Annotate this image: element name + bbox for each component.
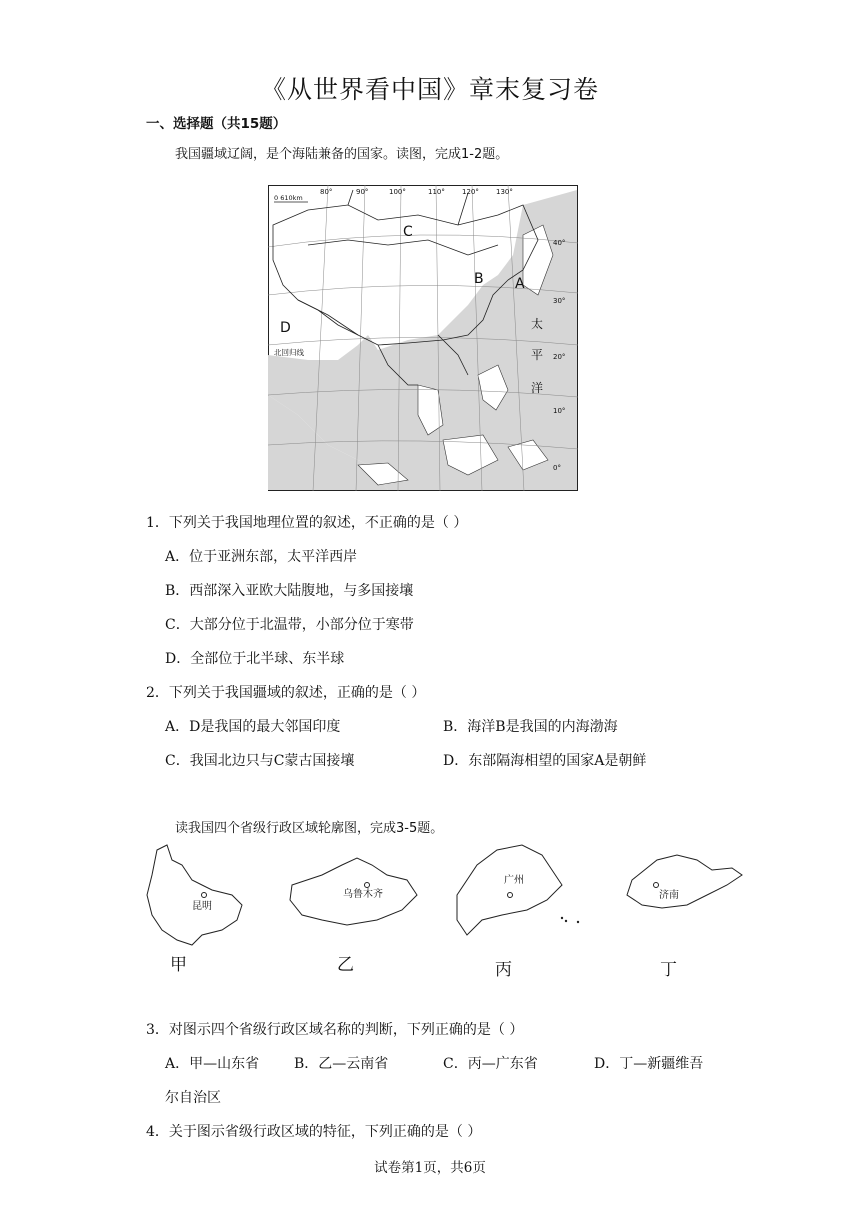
question-4-stem: 4．关于图示省级行政区域的特征，下列正确的是（ ） [146, 1124, 482, 1140]
map-label-a: A [515, 276, 525, 292]
map-label-b: B [474, 271, 484, 287]
outline-bing [457, 845, 562, 935]
lon-label-90: 90° [356, 188, 369, 196]
question-1-stem: 1．下列关于我国地理位置的叙述，不正确的是（ ） [146, 515, 468, 531]
city-label-jinan: 济南 [659, 890, 679, 901]
question-2-option-a[interactable]: A．D是我国的最大邻国印度 [165, 719, 341, 735]
lon-label-100: 100° [389, 188, 406, 196]
tropic-of-cancer-label: 北回归线 [274, 348, 304, 357]
city-label-kunming: 昆明 [192, 901, 212, 912]
lat-label-20: 20° [553, 353, 566, 361]
question-2-option-d[interactable]: D．东部隔海相望的国家A是朝鲜 [443, 753, 647, 769]
city-label-urumqi: 乌鲁木齐 [343, 889, 383, 900]
lon-label-80: 80° [320, 188, 333, 196]
lon-label-130: 130° [496, 188, 513, 196]
province-label-yi: 乙 [337, 955, 354, 975]
ocean-char-2: 平 [531, 348, 544, 362]
question-1-option-b[interactable]: B．西部深入亚欧大陆腹地，与多国接壤 [165, 583, 414, 599]
province-label-jia: 甲 [170, 955, 187, 975]
question-1-option-d[interactable]: D．全部位于北半球、东半球 [165, 651, 345, 667]
page-title: 《从世界看中国》章末复习卷 [260, 75, 599, 104]
question-1-option-c[interactable]: C．大部分位于北温带，小部分位于寒带 [165, 617, 414, 633]
outline-jia [147, 845, 242, 945]
question-2-option-c[interactable]: C．我国北边只与C蒙古国接壤 [165, 753, 355, 769]
question-3-option-b[interactable]: B．乙—云南省 [294, 1056, 389, 1072]
map-label-d: D [280, 320, 291, 336]
map-svg [268, 185, 578, 491]
outline-ding [627, 855, 742, 908]
ocean-char-3: 洋 [531, 381, 544, 395]
question-3-option-c[interactable]: C．丙—广东省 [443, 1056, 538, 1072]
question-3-option-d-continued: 尔自治区 [165, 1090, 221, 1106]
map-scale: 0 610km [274, 194, 303, 202]
question-1-option-a[interactable]: A．位于亚洲东部，太平洋西岸 [165, 549, 358, 565]
china-location-map [268, 185, 578, 491]
intro-text-1: 我国疆域辽阔，是个海陆兼备的国家。读图，完成1-2题。 [175, 147, 509, 162]
lon-label-120: 120° [462, 188, 479, 196]
province-label-bing: 丙 [495, 960, 512, 980]
map-label-c: C [403, 224, 413, 240]
lat-label-10: 10° [553, 407, 566, 415]
city-label-guangzhou: 广州 [504, 875, 524, 886]
question-3-option-d[interactable]: D．丁—新疆维吾 [594, 1056, 704, 1072]
lat-label-40: 40° [553, 239, 566, 247]
question-3-stem: 3．对图示四个省级行政区域名称的判断，下列正确的是（ ） [146, 1022, 524, 1038]
page-footer: 试卷第1页，共6页 [374, 1160, 486, 1176]
lat-label-30: 30° [553, 297, 566, 305]
ocean-char-1: 太 [531, 317, 544, 331]
question-2-option-b[interactable]: B．海洋B是我国的内海渤海 [443, 719, 618, 735]
lat-label-0: 0° [553, 464, 561, 472]
section-heading: 一、选择题（共15题） [146, 116, 287, 132]
lon-label-110: 110° [428, 188, 445, 196]
question-3-option-a[interactable]: A．甲—山东省 [165, 1056, 260, 1072]
province-label-ding: 丁 [660, 960, 677, 980]
question-2-stem: 2．下列关于我国疆域的叙述，正确的是（ ） [146, 685, 426, 701]
intro-text-2: 读我国四个省级行政区域轮廓图，完成3-5题。 [175, 821, 444, 836]
